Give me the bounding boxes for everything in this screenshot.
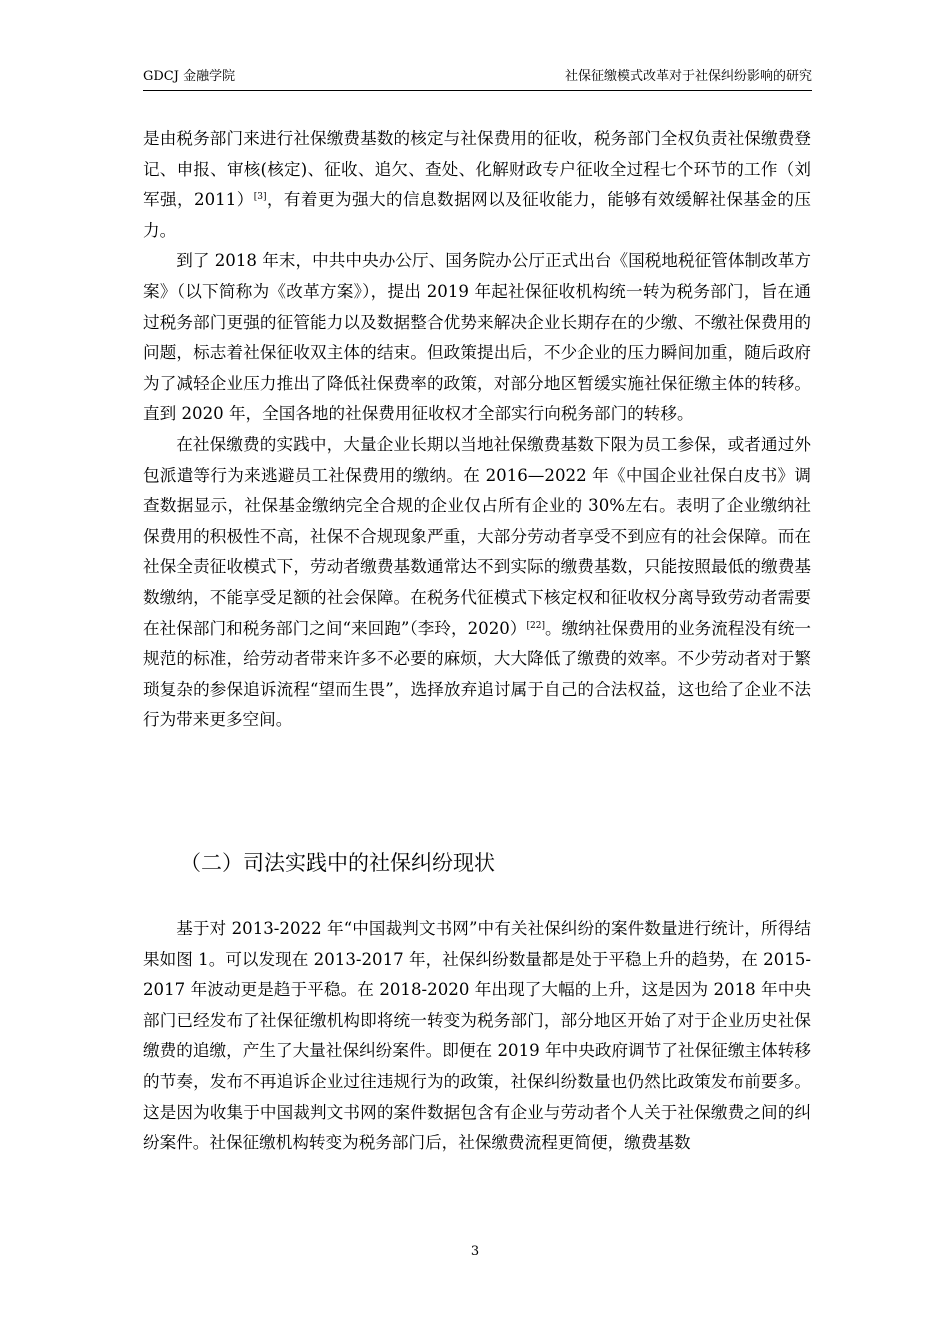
section-heading: （二）司法实践中的社保纠纷现状 [180, 851, 495, 875]
body-text-top [143, 124, 811, 736]
citation-3: [3] [253, 192, 267, 203]
page-header [143, 68, 812, 91]
paragraph-2: 到了 2018 年末，中共中央办公厅、国务院办公厅正式出台《国税地税征管体制改革方案》（以下简称为《改革方案》），提出 2019 年起社保征收机构统一转为税务部门，旨在通过税务部门更强的征管能力以及数据整合优势来解决企业长期存在的少缴、不缴社保费用的问题，标志着社保征收双主体的结束。但政策提出后，不少企业的压力瞬间加重，随后政府为了减轻企业压力推出了降低社保费率的政策，对部分地区暂缓实施社保征缴主体的转移。直到 2020 年，全国各地的社保费用征收权才全部实行向税务部门的转移。 [143, 251, 811, 424]
page-number: 3 [470, 1244, 480, 1259]
paragraph-1: 是由税务部门来进行社保缴费基数的核定与社保费用的征收，税务部门全权负责社保缴费登记、申报、审核(核定)、征收、追欠、查处、化解财政专户征收全过程七个环节的工作（刘军强，2011）[3]，有着更为强大的信息数据网以及征收能力，能够有效缓解社保基金的压力。 [143, 129, 811, 240]
header-paper-title: 社保征缴模式改革对于社保纠纷影响的研究 [564, 69, 812, 84]
paragraph-3: 在社保缴费的实践中，大量企业长期以当地社保缴费基数下限为员工参保，或者通过外包派遣等行为来逃避员工社保费用的缴纳。在 2016—2022 年《中国企业社保白皮书》调查数据显示，社保基金缴纳完全合规的企业仅占所有企业的 30%左右。表明了企业缴纳社保费用的积极性不高，社保不合规现象严重，大部分劳动者享受不到应有的社会保障。而在社保全责征收模式下，劳动者缴费基数通常达不到实际的缴费基数，只能按照最低的缴费基数缴纳，不能享受足额的社会保障。在税务代征模式下核定权和征收权分离导致劳动者需要在社保部门和税务部门之间“来回跑”（李玲，2020）[22]。缴纳社保费用的业务流程没有统一规范的标准，给劳动者带来许多不必要的麻烦，大大降低了缴费的效率。不少劳动者对于繁琐复杂的参保追诉流程“望而生畏”，选择放弃追讨属于自己的合法权益，这也给了企业不法行为带来更多空间。 [143, 434, 811, 730]
body-text-bottom [143, 914, 811, 1159]
citation-22: [22] [526, 620, 545, 631]
header-institution: GDCJ 金融学院 [143, 69, 236, 84]
paragraph-4: 基于对 2013-2022 年“中国裁判文书网”中有关社保纠纷的案件数量进行统计，所得结果如图 1。可以发现在 2013-2017 年，社保纠纷数量都是处于平稳上升的趋势，在 2015-2017 年波动更是趋于平稳。在 2018-2020 年出现了大幅的上升，这是因为 2018 年中央部门已经发布了社保征缴机构即将统一转变为税务部门，部分地区开始了对于企业历史社保缴费的追缴，产生了大量社保纠纷案件。即便在 2019 年中央政府调节了社保征缴主体转移的节奏，发布不再追诉企业过往违规行为的政策，社保纠纷数量也仍然比政策发布前要多。这是因为收集于中国裁判文书网的案件数据包含有企业与劳动者个人关于社保缴费之间的纠纷案件。社保征缴机构转变为税务部门后，社保缴费流程更简便，缴费基数 [143, 919, 811, 1153]
